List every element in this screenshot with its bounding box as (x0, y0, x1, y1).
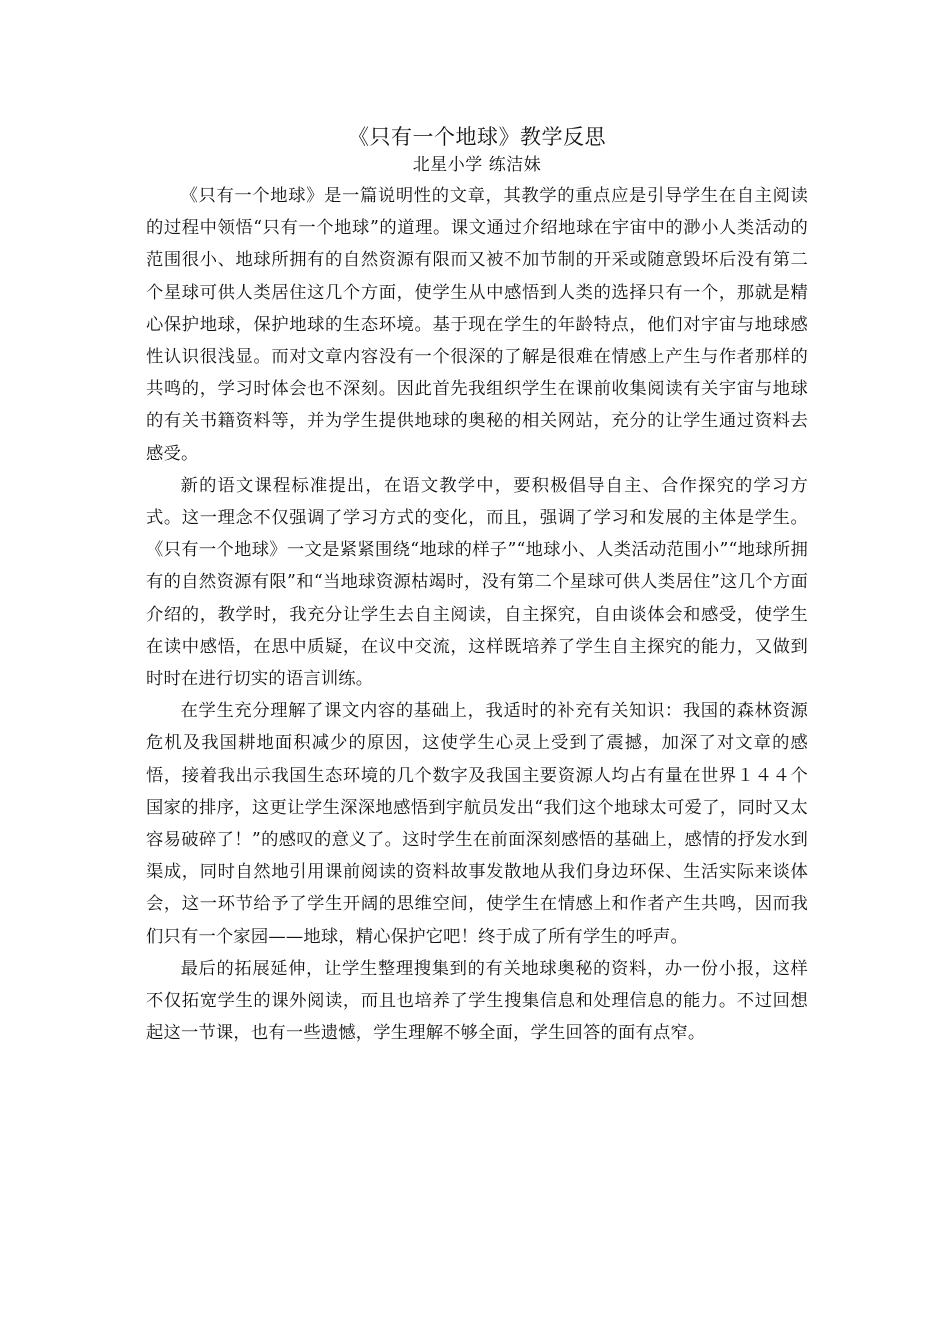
document-page (146, 122, 808, 1049)
document-title: 《只有一个地球》教学反思 (348, 125, 606, 149)
paragraph-1: 《只有一个地球》是一篇说明性的文章，其教学的重点应是引导学生在自主阅读的过程中领悟“只有一个地球”的道理。课文通过介绍地球在宇宙中的渺小人类活动的范围很小、地球所拥有的自然资源有限而又被不加节制的开采或随意毁坏后没有第二个星球可供人类居住这几个方面，使学生从中感悟到人类的选择只有一个，那就是精心保护地球，保护地球的生态环境。基于现在学生的年龄特点，他们对宇宙与地球感性认识很浅显。而对文章内容没有一个很深的了解是很难在情感上产生与作者那样的共鸣的，学习时体会也不深刻。因此首先我组织学生在课前收集阅读有关宇宙与地球的有关书籍资料等，并为学生提供地球的奥秘的相关网站，充分的让学生通过资料去感受。 (146, 186, 808, 464)
paragraph-4: 最后的拓展延伸，让学生整理搜集到的有关地球奥秘的资料，办一份小报，这样不仅拓宽学生的课外阅读，而且也培养了学生搜集信息和处理信息的能力。不过回想起这一节课，也有一些遗憾，学生理解不够全面，学生回答的面有点窄。 (146, 958, 808, 1044)
paragraph-2: 新的语文课程标准提出，在语文教学中，要积极倡导自主、合作探究的学习方式。这一理念不仅强调了学习方式的变化，而且，强调了学习和发展的主体是学生。《只有一个地球》一文是紧紧围绕“地球的样子”“地球小、人类活动范围小”“地球所拥有的自然资源有限”和“当地球资源枯竭时，没有第二个星球可供人类居住”这几个方面介绍的，教学时，我充分让学生去自主阅读，自主探究，自由谈体会和感受，使学生在读中感悟，在思中质疑，在议中交流，这样既培养了学生自主探究的能力，又做到时时在进行切实的语言训练。 (146, 475, 808, 690)
document-author: 北星小学 练洁妹 (412, 155, 542, 175)
paragraph-3: 在学生充分理解了课文内容的基础上，我适时的补充有关知识：我国的森林资源危机及我国耕地面积减少的原因，这使学生心灵上受到了震撼，加深了对文章的感悟，接着我出示我国生态环境的几个数字及我国主要资源人均占有量在世界１４４个国家的排序，这更让学生深深地感悟到宇航员发出“我们这个地球太可爱了，同时又太容易破碎了！”的感叹的意义了。这时学生在前面深刻感悟的基础上，感情的抒发水到渠成，同时自然地引用课前阅读的资料故事发散地从我们身边环保、生活实际来谈体会，这一环节给予了学生开阔的思维空间，使学生在情感上和作者产生共鸣，因而我们只有一个家园——地球，精心保护它吧！终于成了所有学生的呼声。 (146, 701, 808, 947)
